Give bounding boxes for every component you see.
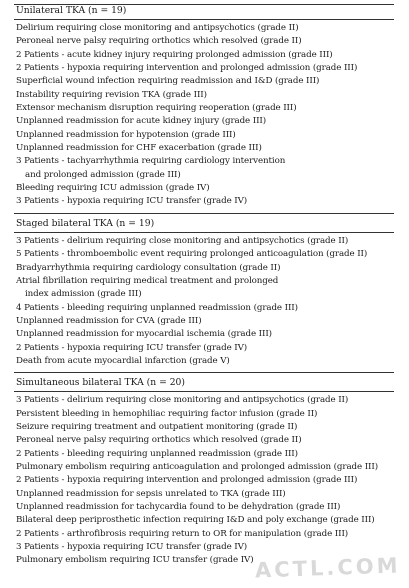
- complication-item: [16, 115, 394, 128]
- complication-item: [16, 461, 394, 474]
- section-header-simultaneous: Simultaneous bilateral TKA (n = 20): [16, 377, 185, 389]
- complication-item: [16, 155, 394, 182]
- section-list-simultaneous: [14, 392, 394, 571]
- complication-item: [16, 89, 394, 102]
- section-header-unilateral: Unilateral TKA (n = 19): [16, 5, 127, 16]
- complication-text: Unplanned readmission for CHF exacerbation (grade III): [16, 143, 262, 154]
- complication-item: [16, 62, 394, 75]
- complication-item: [16, 262, 394, 275]
- complication-item: [16, 355, 394, 368]
- complication-item: [16, 448, 394, 461]
- complication-item: [16, 408, 394, 421]
- complication-item: [16, 182, 394, 195]
- complication-item: [16, 394, 394, 407]
- complication-text: Unplanned readmission for acute kidney injury (grade III): [16, 116, 267, 127]
- complication-text: Pulmonary embolism requiring ICU transfer (grade IV): [16, 555, 254, 566]
- complication-item: [16, 248, 394, 261]
- complication-text: Persistent bleeding in hemophiliac requiring factor infusion (grade II): [16, 408, 318, 419]
- complication-text: 2 Patients - acute kidney injury requiring prolonged admission (grade III): [16, 49, 333, 60]
- complication-item: [16, 528, 394, 541]
- complication-item: [16, 129, 394, 142]
- complication-item: [16, 195, 394, 208]
- complication-text: Atrial fibrillation requiring medical treatment and prolonged: [16, 275, 279, 286]
- complication-item: [16, 22, 394, 35]
- complication-item: [16, 474, 394, 487]
- complication-text: 4 Patients - bleeding requiring unplanned readmission (grade III): [16, 302, 298, 313]
- complication-item: [16, 35, 394, 48]
- complication-text: Peroneal nerve palsy requiring orthotics which resolved (grade II): [16, 36, 302, 47]
- complication-text: 2 Patients - bleeding requiring unplanned readmission (grade III): [16, 448, 298, 459]
- complication-text: 3 Patients - hypoxia requiring ICU transfer (grade IV): [16, 196, 248, 207]
- complication-item: [16, 315, 394, 328]
- complication-item: [16, 514, 394, 527]
- complication-item: [16, 421, 394, 434]
- complication-text: Bleeding requiring ICU admission (grade IV): [16, 183, 210, 194]
- complication-text: Extensor mechanism disruption requiring reoperation (grade III): [16, 103, 297, 114]
- complication-text: Peroneal nerve palsy requiring orthotics which resolved (grade II): [16, 435, 302, 446]
- complication-item: [16, 75, 394, 88]
- complication-text: Unplanned readmission for hypotension (grade III): [16, 129, 236, 140]
- section-header-staged: Staged bilateral TKA (n = 19): [16, 217, 155, 229]
- complication-item: [16, 275, 394, 302]
- complication-item: [16, 434, 394, 447]
- complication-text: Seizure requiring treatment and outpatient monitoring (grade II): [16, 421, 298, 432]
- complication-text: Superficial wound infection requiring readmission and I&D (grade III): [16, 76, 320, 87]
- complication-text: 2 Patients - hypoxia requiring intervention and prolonged admission (grade III): [16, 475, 358, 486]
- complication-text: Unplanned readmission for CVA (grade III): [16, 315, 202, 326]
- complication-text: 3 Patients - delirium requiring close monitoring and antipsychotics (grade II): [16, 235, 349, 246]
- complication-item: [16, 102, 394, 115]
- complication-text: Bilateral deep periprosthetic infection requiring I&D and poly exchange (grade III): [16, 515, 375, 526]
- complication-text: 2 Patients - arthrofibrosis requiring return to OR for manipulation (grade III): [16, 528, 349, 539]
- complication-text: 2 Patients - hypoxia requiring intervention and prolonged admission (grade III): [16, 63, 358, 74]
- complication-item: [16, 488, 394, 501]
- complication-text: Instability requiring revision TKA (grade III): [16, 89, 207, 100]
- complication-text: Unplanned readmission for sepsis unrelated to TKA (grade III): [16, 488, 286, 499]
- complication-text: Unplanned readmission for tachycardia found to be dehydration (grade III): [16, 502, 341, 512]
- complication-item: [16, 235, 394, 248]
- complication-text-continued: and prolonged admission (grade III): [25, 169, 181, 180]
- complication-item: [16, 342, 394, 355]
- complications-table: [14, 4, 394, 572]
- complication-text: 2 Patients - hypoxia requiring ICU transfer (grade IV): [16, 342, 248, 353]
- complication-text-continued: index admission (grade III): [25, 289, 142, 300]
- complication-item: [16, 302, 394, 315]
- complication-item: [16, 49, 394, 62]
- complication-item: [16, 142, 394, 155]
- section-list-unilateral: [14, 20, 394, 213]
- complication-text: Unplanned readmission for myocardial ischemia (grade III): [16, 329, 272, 340]
- complication-text: Bradyarrhythmia requiring cardiology consultation (grade II): [16, 262, 281, 273]
- complication-text: 3 Patients - hypoxia requiring ICU transfer (grade IV): [16, 542, 248, 553]
- watermark-logo: ACTL.COM: [255, 553, 402, 583]
- complication-item: [16, 501, 394, 514]
- section-list-staged: [14, 233, 394, 372]
- complication-text: Death from acute myocardial infarction (grade V): [16, 355, 230, 366]
- complication-text: 3 Patients - tachyarrhythmia requiring cardiology intervention: [16, 156, 286, 167]
- complication-text: 5 Patients - thromboembolic event requiring prolonged anticoagulation (grade II): [16, 249, 368, 260]
- complication-text: 3 Patients - delirium requiring close monitoring and antipsychotics (grade II): [16, 395, 349, 406]
- complication-item: [16, 328, 394, 341]
- complication-text: Pulmonary embolism requiring anticoagulation and prolonged admission (grade III): [16, 461, 378, 472]
- complication-text: Delirium requiring close monitoring and antipsychotics (grade II): [16, 23, 299, 33]
- complication-item: [16, 541, 394, 554]
